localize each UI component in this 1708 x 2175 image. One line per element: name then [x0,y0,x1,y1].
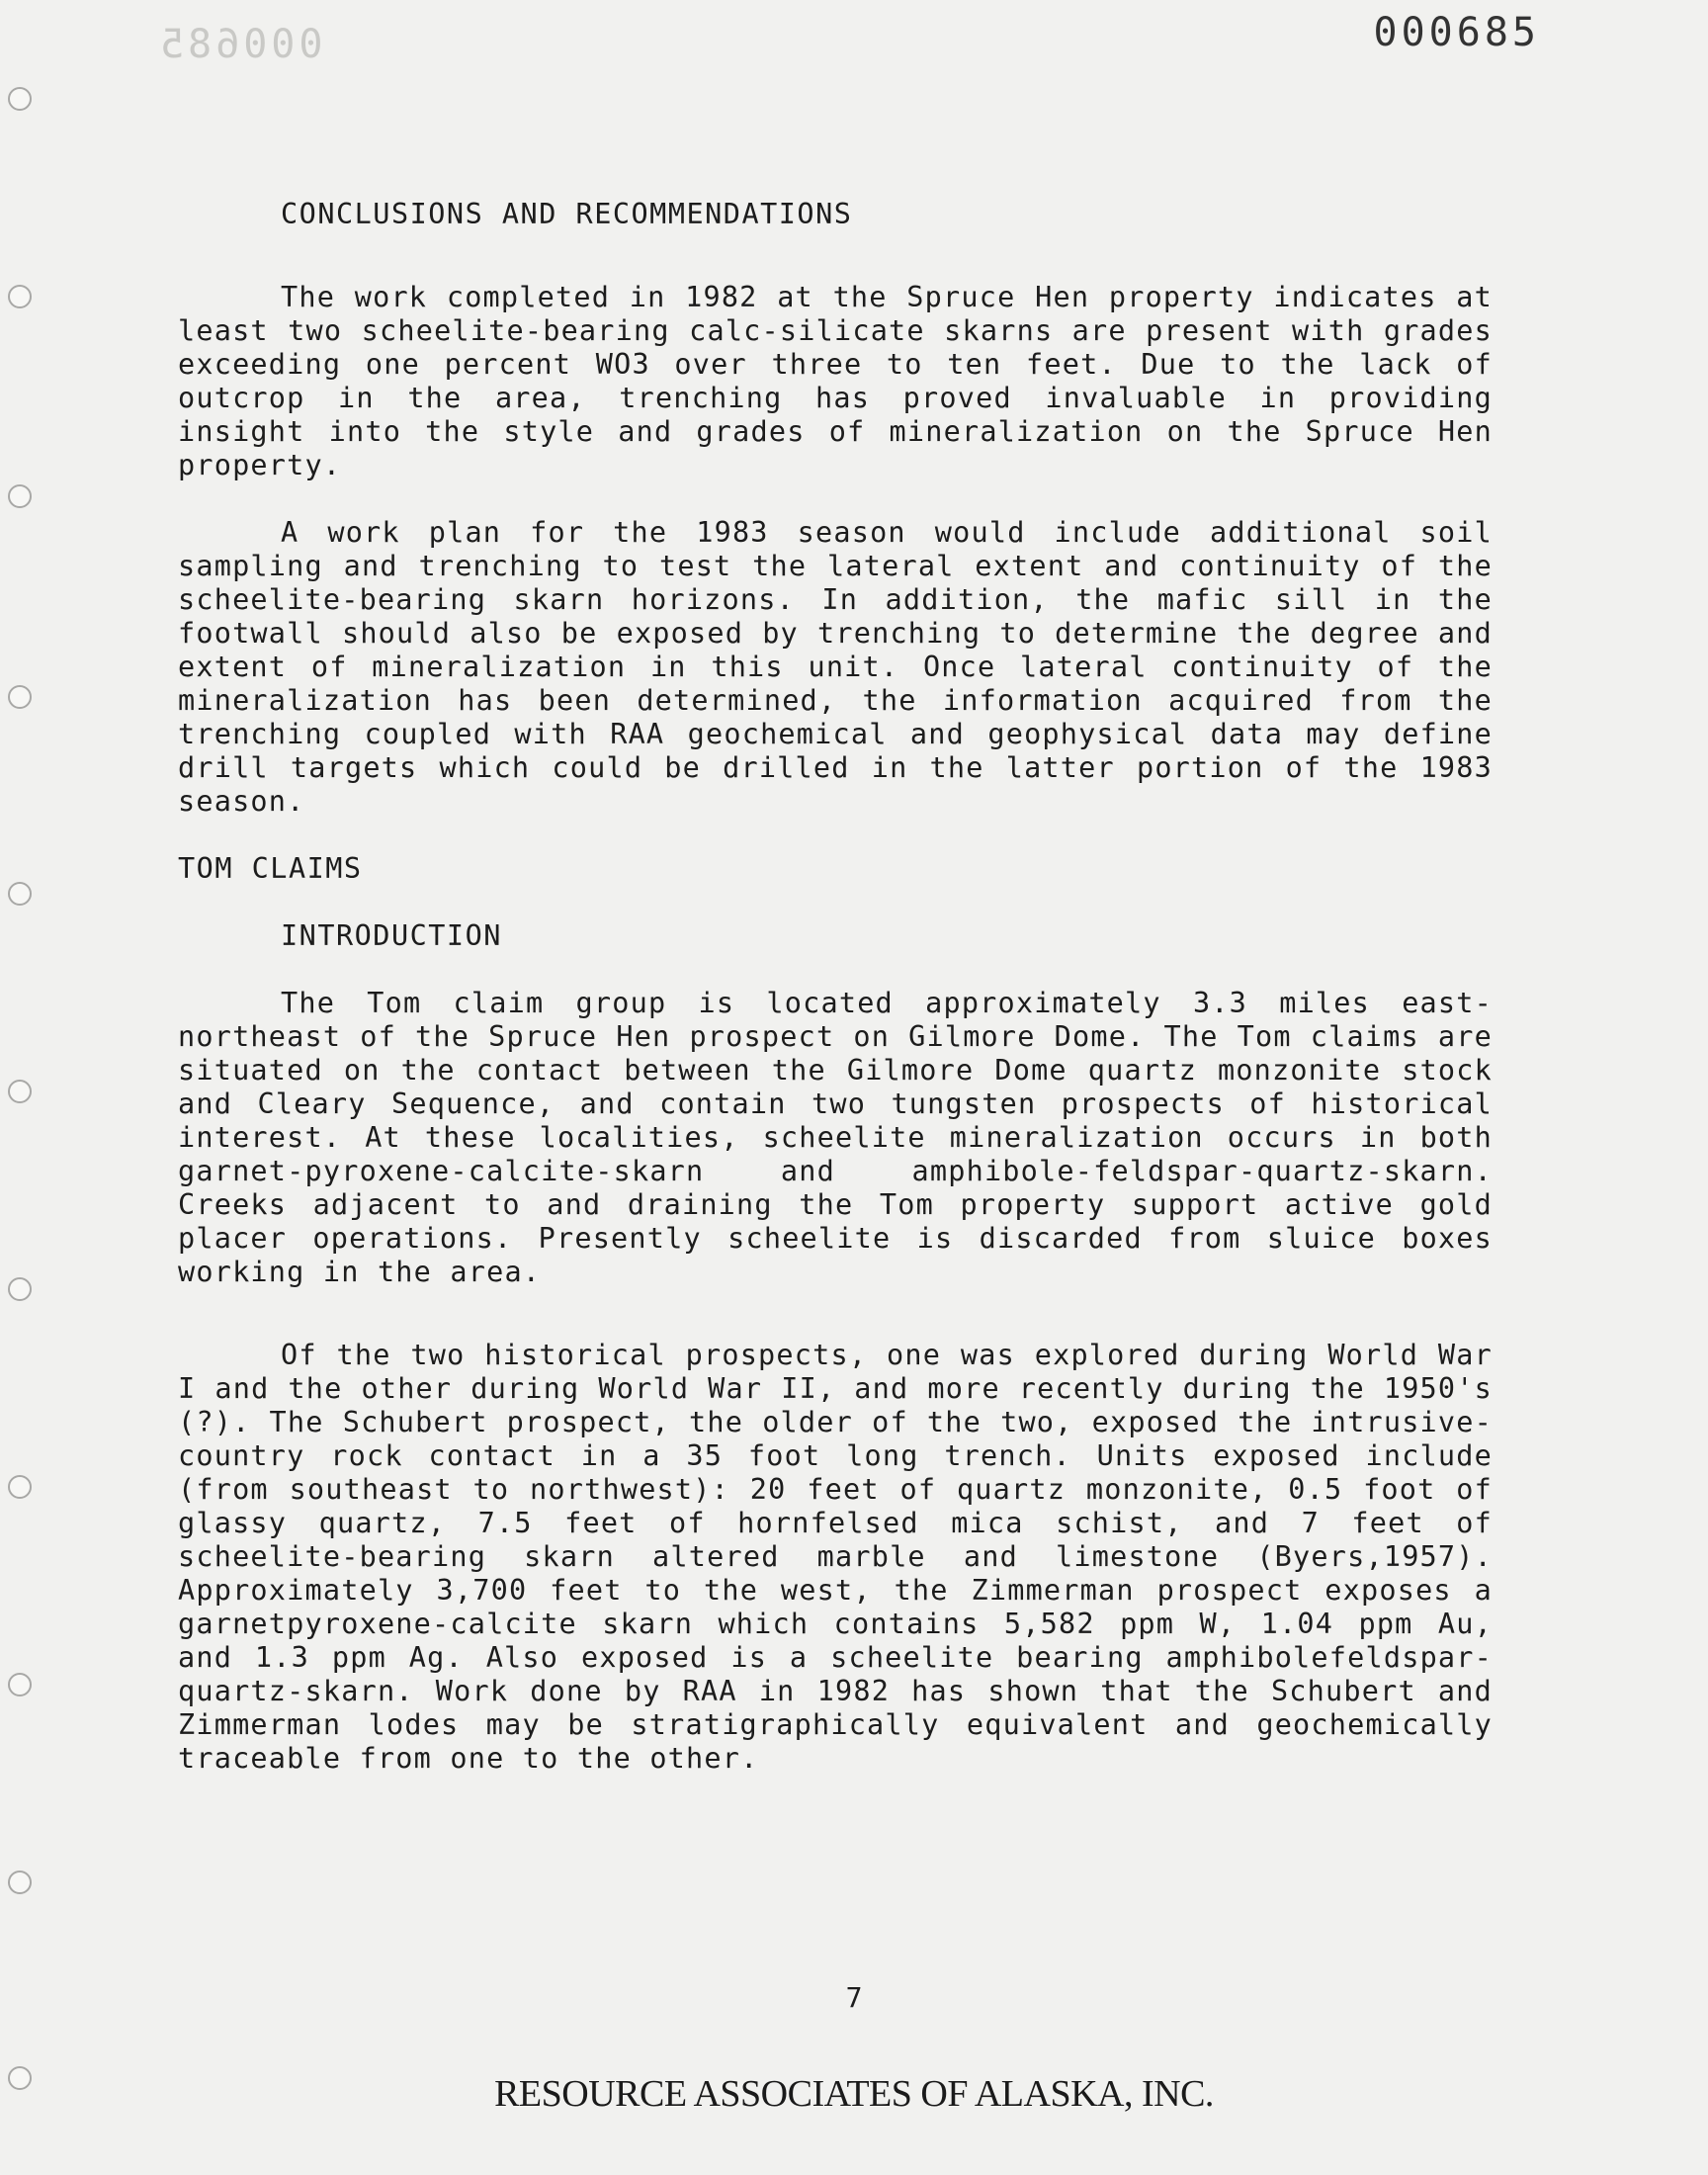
section-heading-tom-claims: TOM CLAIMS [178,852,363,885]
document-body [178,198,1493,1776]
paragraph-introduction-2: Of the two historical prospects, one was explored during World War I and the other during World War II, and more recently during the 1950's (?). The Schubert prospect, the older of the two, exposed the intrusive-country rock contact in a 35 foot long trench. Units exposed include (from southeast to northwest): 20 feet of quartz monzonite, 0.5 foot of glassy quartz, 7.5 feet of hornfelsed mica schist, and 7 feet of scheelite-bearing skarn altered marble and limestone (Byers,1957). Approximately 3,700 feet to the west, the Zimmerman prospect exposes a garnetpyroxene-calcite skarn which contains 5,582 ppm W, 1.04 ppm Au, and 1.3 ppm Ag. Also exposed is a scheelite bearing amphibolefeldspar-quartz-skarn. Work done by RAA in 1982 has shown that the Schubert and Zimmerman lodes may be stratigraphically equivalent and geochemically traceable from one to the other. [178,1339,1493,1775]
binder-hole [8,1475,32,1499]
subheading-introduction: INTRODUCTION [281,919,502,952]
paragraph-conclusions-1: The work completed in 1982 at the Spruce Hen property indicates at least two scheelite-bearing calc-silicate skarns are present with grades exceeding one percent WO3 over three to ten feet. Due to the lack of outcrop in the area, trenching has proved invaluable in providing insight into the style and grades of mineralization on the Spruce Hen property. [178,281,1493,481]
binder-hole [8,484,32,508]
document-number: 000685 [1373,10,1540,55]
binder-hole [8,1673,32,1696]
page-number: 7 [845,1981,863,2014]
binder-hole [8,285,32,308]
paragraph-conclusions-2: A work plan for the 1983 season would include additional soil sampling and trenching to test the lateral extent and continuity of the scheelite-bearing skarn horizons. In addition, the mafic sill in the footwall should also be exposed by trenching to determine the degree and extent of mineralization in this unit. Once lateral continuity of the mineralization has been determined, the information acquired from the trenching coupled with RAA geochemical and geophysical data may define drill targets which could be drilled in the latter portion of the 1983 season. [178,516,1493,818]
binder-hole [8,87,32,111]
section-heading-conclusions: CONCLUSIONS AND RECOMMENDATIONS [281,198,853,230]
binder-hole [8,1277,32,1301]
bleed-through-number: 000685 [156,22,323,67]
binder-hole [8,685,32,709]
binder-hole [8,1870,32,1894]
binder-hole [8,882,32,906]
binder-hole [8,1080,32,1103]
paragraph-introduction-1: The Tom claim group is located approximately 3.3 miles east-northeast of the Spruce Hen prospect on Gilmore Dome. The Tom claims are situated on the contact between the Gilmore Dome quartz monzonite stock and Cleary Sequence, and contain two tungsten prospects of historical interest. At these localities, scheelite mineralization occurs in both garnet-pyroxene-calcite-skarn and amphibole-feldspar-quartz-skarn. Creeks adjacent to and draining the Tom property support active gold placer operations. Presently scheelite is discarded from sluice boxes working in the area. [178,987,1493,1288]
company-footer: RESOURCE ASSOCIATES OF ALASKA, INC. [494,2073,1214,2115]
